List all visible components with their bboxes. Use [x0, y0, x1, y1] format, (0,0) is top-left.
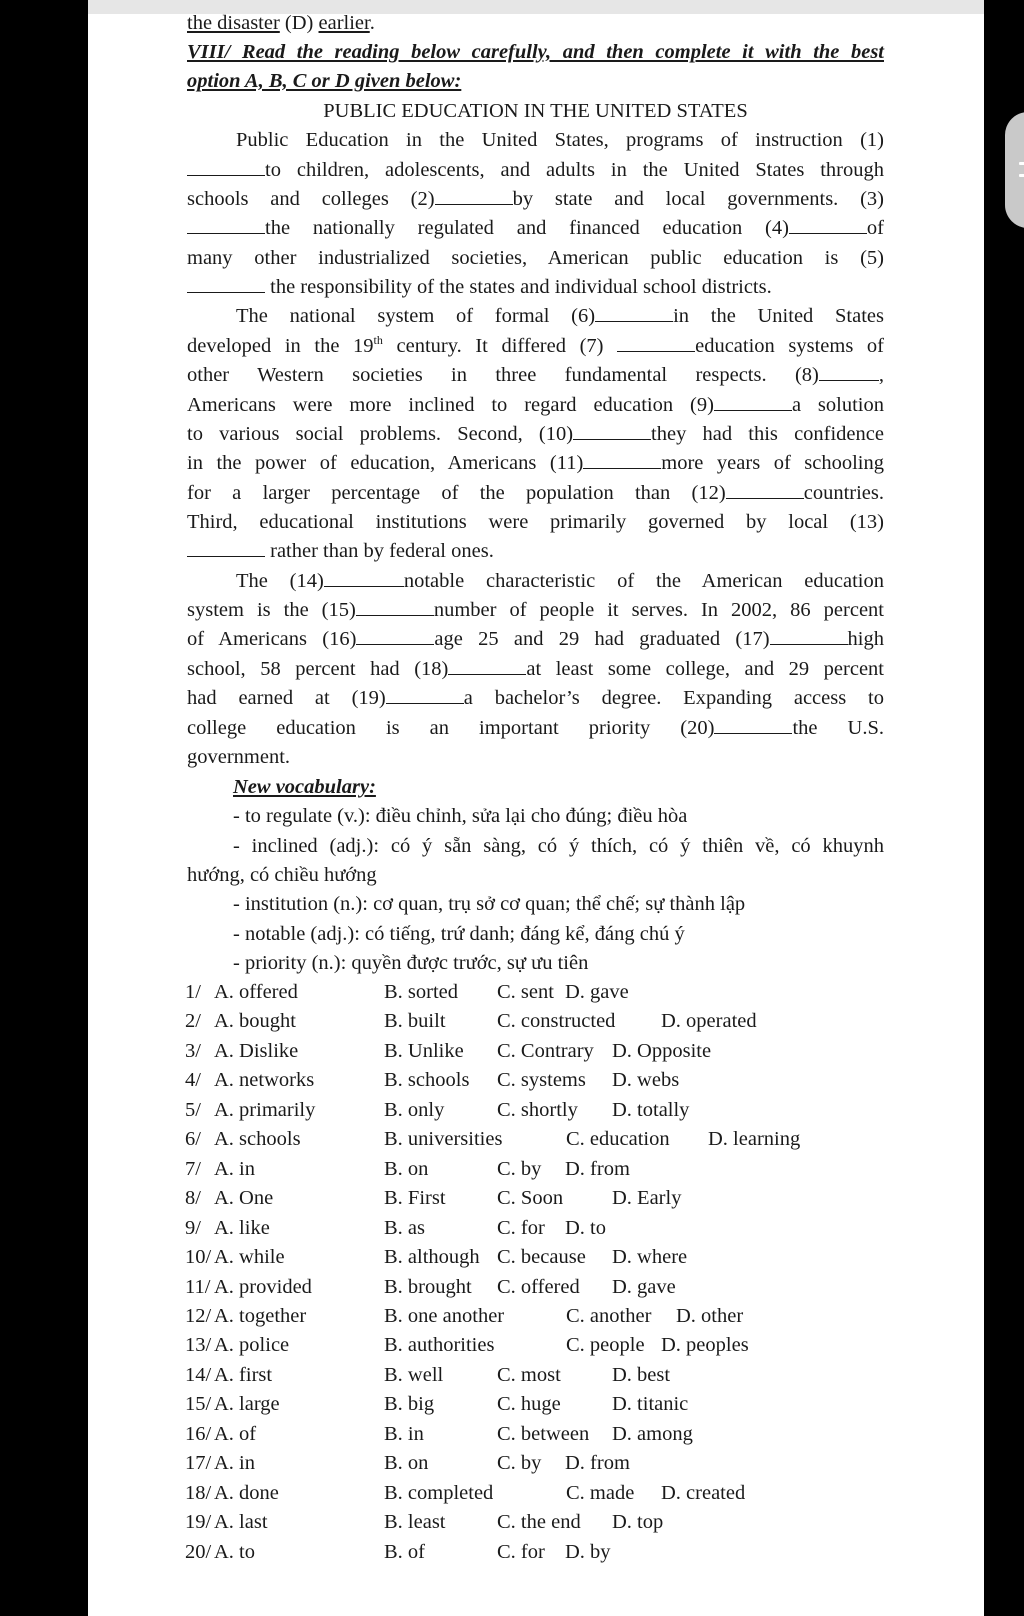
option-a: A. schools — [214, 1128, 301, 1150]
option-c: C. constructed — [497, 1010, 616, 1032]
option-a: A. networks — [214, 1069, 315, 1091]
option-a: A. provided — [214, 1276, 312, 1298]
option-d: D. from — [565, 1158, 630, 1180]
question-number: 15/ — [185, 1393, 212, 1415]
option-d: D. totally — [612, 1099, 690, 1121]
blank-4 — [789, 215, 867, 234]
option-c: C. for — [497, 1541, 545, 1563]
vocabulary-item: - institution (n.): cơ quan, trụ sở cơ quan; thể chế; sự thành lập — [233, 893, 746, 915]
passage-line: many other industrialized societies, American public education is (5) — [187, 247, 884, 269]
option-d: D. to — [565, 1217, 606, 1239]
option-a: A. in — [214, 1452, 255, 1474]
option-d: D. from — [565, 1452, 630, 1474]
passage-title: PUBLIC EDUCATION IN THE UNITED STATES — [323, 100, 748, 122]
passage-line: schools and colleges (2) by state and local governments. (3) — [187, 188, 884, 210]
passage-line: school, 58 percent had (18) at least some college, and 29 percent — [187, 658, 884, 680]
blank-15 — [356, 597, 434, 616]
option-b: B. Unlike — [384, 1040, 464, 1062]
passage-line: to children, adolescents, and adults in the United States through — [187, 155, 884, 185]
option-a: A. last — [214, 1511, 268, 1533]
option-d: D. gave — [612, 1276, 676, 1298]
blank-19 — [386, 685, 464, 704]
option-b: B. one another — [384, 1305, 505, 1327]
option-d: D. Early — [612, 1187, 682, 1209]
question-number: 13/ — [185, 1334, 212, 1356]
question-number: 9/ — [185, 1217, 201, 1239]
option-d: D. other — [676, 1305, 744, 1327]
passage-line: other Western societies in three fundamental respects. (8) , — [187, 364, 884, 386]
option-d: D. operated — [661, 1010, 757, 1032]
passage-line: system is the (15) number of people it serves. In 2002, 86 percent — [187, 599, 884, 621]
vocabulary-item: - priority (n.): quyền được trước, sự ưu tiên — [233, 952, 589, 974]
option-c: C. offered — [497, 1276, 580, 1298]
option-c: C. most — [497, 1364, 561, 1386]
option-a: A. of — [214, 1423, 257, 1445]
option-b: B. least — [384, 1511, 446, 1533]
option-a: A. Dislike — [214, 1040, 299, 1062]
option-d: D. Opposite — [612, 1040, 712, 1062]
option-a: A. police — [214, 1334, 290, 1356]
passage-line: college education is an important priority (20) the U.S. — [187, 717, 885, 739]
document-content — [88, 0, 984, 1616]
blank-18 — [448, 656, 526, 675]
passage-line: the nationally regulated and financed education (4) of — [187, 213, 884, 243]
blank-10 — [573, 421, 651, 440]
question-number: 7/ — [185, 1158, 201, 1180]
option-b: B. brought — [384, 1276, 472, 1298]
option-c: C. Soon — [497, 1187, 564, 1209]
passage-line: had earned at (19) a bachelor’s degree. Expanding access to — [187, 687, 885, 709]
option-b: B. big — [384, 1393, 435, 1415]
blank-11 — [583, 450, 661, 469]
question-number: 17/ — [185, 1452, 212, 1474]
blank-17 — [770, 626, 848, 645]
option-c: C. Contrary — [497, 1040, 594, 1062]
option-a: A. primarily — [214, 1099, 316, 1121]
option-d: D. titanic — [612, 1393, 689, 1415]
scroll-handle[interactable] — [1005, 112, 1024, 228]
option-a: A. done — [214, 1482, 279, 1504]
option-c: C. education — [566, 1128, 670, 1150]
blank-8 — [819, 362, 879, 381]
passage-line: The national system of formal (6) in the United States — [236, 305, 884, 327]
question-number: 12/ — [185, 1305, 212, 1327]
option-a: A. in — [214, 1158, 255, 1180]
passage-line: developed in the 19th century. It differed (7) education systems of — [187, 333, 885, 357]
option-a: A. One — [214, 1187, 274, 1209]
option-d: D. gave — [565, 981, 629, 1003]
option-c: C. people — [566, 1334, 645, 1356]
question-number: 4/ — [185, 1069, 201, 1091]
vocabulary-item: - to regulate (v.): điều chỉnh, sửa lại cho đúng; điều hòa — [233, 805, 688, 827]
option-b: B. although — [384, 1246, 480, 1268]
option-a: A. first — [214, 1364, 273, 1386]
blank-7 — [617, 333, 695, 352]
option-a: A. like — [214, 1217, 270, 1239]
blank-20 — [714, 715, 792, 734]
option-d: D. created — [661, 1482, 746, 1504]
blank-16 — [356, 626, 434, 645]
option-c: C. by — [497, 1158, 542, 1180]
option-b: B. schools — [384, 1069, 470, 1091]
blank-5 — [187, 274, 265, 293]
option-a: A. to — [214, 1541, 255, 1563]
option-c: C. another — [566, 1305, 652, 1327]
passage-line: government. — [187, 746, 291, 768]
question-number: 16/ — [185, 1423, 212, 1445]
passage-line: Public Education in the United States, programs of instruction (1) — [236, 129, 884, 151]
passage-line: Americans were more inclined to regard education (9) a solution — [187, 394, 884, 416]
option-a: A. while — [214, 1246, 285, 1268]
question-number: 2/ — [185, 1010, 201, 1032]
option-b: B. sorted — [384, 981, 459, 1003]
option-d: D. top — [612, 1511, 664, 1533]
vocabulary-heading: New vocabulary: — [233, 776, 376, 798]
passage-line: for a larger percentage of the population than (12) countries. — [187, 482, 884, 504]
question-number: 10/ — [185, 1246, 212, 1268]
question-number: 3/ — [185, 1040, 201, 1062]
option-d: D. peoples — [661, 1334, 749, 1356]
blank-6 — [595, 303, 673, 322]
option-d: D. by — [565, 1541, 611, 1563]
previous-line: the disaster (D) earlier. — [187, 12, 375, 34]
option-d: D. where — [612, 1246, 688, 1268]
option-a: A. offered — [214, 981, 298, 1003]
option-c: C. the end — [497, 1511, 581, 1533]
blank-9 — [714, 392, 792, 411]
question-number: 5/ — [185, 1099, 201, 1121]
question-number: 11/ — [185, 1276, 211, 1298]
option-b: B. authorities — [384, 1334, 495, 1356]
grip-line-icon — [1019, 162, 1024, 165]
question-number: 19/ — [185, 1511, 212, 1533]
blank-12 — [726, 480, 804, 499]
option-d: D. best — [612, 1364, 671, 1386]
blank-13 — [187, 538, 265, 557]
option-b: B. of — [384, 1541, 425, 1563]
option-b: B. First — [384, 1187, 446, 1209]
section-instruction: VIII/ Read the reading below carefully, and then complete it with the best — [187, 41, 884, 63]
question-number: 14/ — [185, 1364, 212, 1386]
option-b: B. on — [384, 1158, 429, 1180]
question-number: 1/ — [185, 981, 201, 1003]
option-b: B. on — [384, 1452, 429, 1474]
passage-line: the responsibility of the states and individual school districts. — [187, 272, 884, 302]
option-a: A. large — [214, 1393, 280, 1415]
option-b: B. well — [384, 1364, 444, 1386]
blank-14 — [324, 568, 404, 587]
option-c: C. by — [497, 1452, 542, 1474]
document-page — [88, 0, 984, 1616]
question-number: 6/ — [185, 1128, 201, 1150]
option-c: C. systems — [497, 1069, 586, 1091]
vocabulary-item: - inclined (adj.): có ý sẵn sàng, có ý thích, có ý thiên về, có khuynh — [233, 835, 884, 857]
grip-line-icon — [1019, 174, 1024, 177]
vocabulary-item: - notable (adj.): có tiếng, trứ danh; đáng kể, đáng chú ý — [233, 923, 685, 945]
option-b: B. built — [384, 1010, 446, 1032]
option-a: A. bought — [214, 1010, 296, 1032]
passage-line: in the power of education, Americans (11) more years of schooling — [187, 452, 885, 474]
option-c: C. because — [497, 1246, 586, 1268]
passage-line: Third, educational institutions were primarily governed by local (13) — [187, 511, 884, 533]
blank-3 — [187, 215, 265, 234]
question-number: 18/ — [185, 1482, 212, 1504]
passage-line: of Americans (16) age 25 and 29 had graduated (17) high — [187, 628, 884, 650]
option-b: B. as — [384, 1217, 425, 1239]
option-c: C. huge — [497, 1393, 561, 1415]
option-c: C. between — [497, 1423, 590, 1445]
option-c: C. made — [566, 1482, 635, 1504]
option-b: B. universities — [384, 1128, 503, 1150]
question-number: 20/ — [185, 1541, 212, 1563]
blank-1 — [187, 157, 265, 176]
passage-line: rather than by federal ones. — [187, 536, 884, 566]
section-instruction-line-2: option A, B, C or D given below: — [187, 70, 462, 92]
option-b: B. only — [384, 1099, 445, 1121]
passage-line: to various social problems. Second, (10) they had this confidence — [187, 423, 884, 445]
option-c: C. sent — [497, 981, 554, 1003]
option-d: D. webs — [612, 1069, 680, 1091]
blank-2 — [435, 186, 513, 205]
question-number: 8/ — [185, 1187, 201, 1209]
option-c: C. shortly — [497, 1099, 578, 1121]
option-c: C. for — [497, 1217, 545, 1239]
passage-line: The (14) notable characteristic of the American education — [236, 570, 884, 592]
option-d: D. learning — [708, 1128, 801, 1150]
option-d: D. among — [612, 1423, 693, 1445]
vocabulary-item-continued: hướng, có chiều hướng — [187, 864, 377, 886]
option-a: A. together — [214, 1305, 307, 1327]
option-b: B. in — [384, 1423, 424, 1445]
option-b: B. completed — [384, 1482, 494, 1504]
